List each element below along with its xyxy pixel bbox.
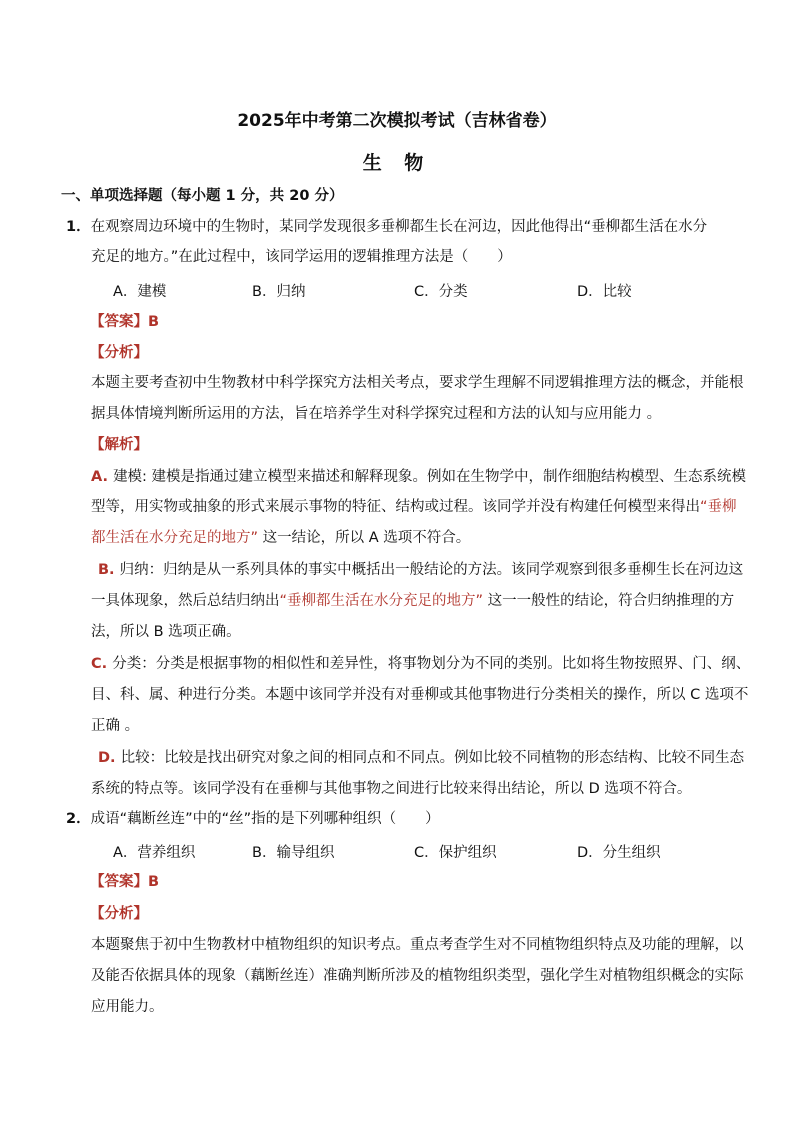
q1-explain-c-line1 — [91, 654, 751, 674]
q1-option-c: C．分类 — [414, 284, 468, 300]
subject-title: 生 物 — [362, 152, 432, 174]
q1-analysis-line2: 据具体情境判断所运用的方法，旨在培养学生对科学探究过程和方法的认知与应用能力 。 — [91, 406, 662, 422]
q1-option-d: D．比较 — [577, 284, 632, 300]
question-1-stem-line2: 充足的地方。”在此过程中，该同学运用的逻辑推理方法是（ ） — [91, 249, 512, 265]
option-a-text: 建模: 建模是指通过建立模型来描述和解释现象。例如在生物学中，制作细胞结构模型、生态系统模 — [113, 469, 747, 485]
quote-text: 都生活在水分充足的地方” — [91, 530, 259, 546]
q1-option-a: A．建模 — [113, 284, 167, 300]
option-c-text: 分类：分类是根据事物的相似性和差异性，将事物划分为不同的类别。比如将生物按照界、门、纲、 — [112, 656, 751, 672]
q2-analysis-label: 【分析】 — [90, 906, 148, 922]
option-a-text-2: 型等，用实物或抽象的形式来展示事物的特征、结构或过程。该同学并没有构建任何模型来得出 — [91, 499, 700, 515]
quote-text: “垂柳都生活在水分充足的地方” — [279, 593, 484, 609]
question-2-stem-text: 成语“藕断丝连”中的“丝”指的是下列哪种组织（ ） — [90, 811, 440, 827]
answer-value: B — [148, 314, 160, 330]
q2-option-a: A．营养组织 — [113, 845, 196, 861]
question-1-stem-line1: 在观察周边环境中的生物时，某同学发现很多垂柳都生长在河边，因此他得出“垂柳都生活在水分 — [90, 219, 708, 235]
q2-option-d: D．分生组织 — [577, 845, 661, 861]
quote-text: “垂柳 — [700, 499, 737, 515]
option-b-text: 归纳：归纳是从一系列具体的事实中概括出一般结论的方法。该同学观察到很多垂柳生长在河边这 — [119, 562, 744, 578]
q1-explain-a-line1 — [91, 467, 747, 487]
q2-answer — [90, 872, 730, 892]
q1-explain-a-line3 — [91, 528, 731, 548]
q1-explain-a-line2 — [91, 497, 737, 517]
question-number: 2． — [66, 811, 91, 827]
question-2-stem — [66, 809, 706, 829]
option-d-prefix: D. — [98, 750, 121, 766]
option-b-text-2: 一具体现象，然后总结归纳出 — [91, 593, 280, 609]
answer-value: B — [148, 874, 160, 890]
exam-title: 2025年中考第二次模拟考试（吉林省卷） — [237, 111, 557, 131]
q1-explain-b-line1 — [98, 560, 744, 580]
q1-explain-d-line1 — [98, 748, 745, 768]
q1-explain-b-line2 — [91, 591, 735, 611]
q2-analysis-line3: 应用能力。 — [91, 999, 164, 1015]
option-b-prefix: B. — [98, 562, 120, 578]
q1-explain-label: 【解析】 — [90, 437, 148, 453]
section-heading: 一、单项选择题（每小题 1 分，共 20 分） — [61, 188, 344, 204]
q1-explain-c-line2: 目、科、属、种进行分类。本题中该同学并没有对垂柳或其他事物进行分类相关的操作，所以 C 选项不 — [91, 687, 749, 703]
option-b-text-3: 这一一般性的结论，符合归纳推理的方 — [483, 593, 735, 609]
q2-analysis-line2: 及能否依据具体的现象（藕断丝连）准确判断所涉及的植物组织类型，强化学生对植物组织概念的实际 — [91, 968, 744, 984]
q2-analysis-line1: 本题聚焦于初中生物教材中植物组织的知识考点。重点考查学生对不同植物组织特点及功能的理解，以 — [91, 937, 744, 953]
q1-analysis-label: 【分析】 — [90, 345, 148, 361]
q1-answer — [90, 312, 730, 332]
q1-explain-d-line2: 系统的特点等。该同学没有在垂柳与其他事物之间进行比较来得出结论，所以 D 选项不符合。 — [91, 781, 692, 797]
option-d-text: 比较：比较是找出研究对象之间的相同点和不同点。例如比较不同植物的形态结构、比较不同生态 — [120, 750, 745, 766]
question-1-stem — [66, 217, 706, 237]
option-a-prefix: A. — [91, 469, 114, 485]
q1-option-b: B．归纳 — [252, 284, 306, 300]
q1-explain-b-line3: 法，所以 B 选项正确。 — [91, 624, 241, 640]
q2-option-c: C．保护组织 — [414, 845, 497, 861]
option-a-text-3: 这一结论，所以 A 选项不符合。 — [258, 530, 471, 546]
q1-analysis-line1: 本题主要考查初中生物教材中科学探究方法相关考点，要求学生理解不同逻辑推理方法的概念，并能根 — [91, 375, 744, 391]
answer-label: 【答案】 — [90, 314, 148, 330]
q1-explain-c-line3: 正确 。 — [91, 718, 140, 734]
question-number: 1． — [66, 219, 91, 235]
option-c-prefix: C. — [91, 656, 113, 672]
q2-option-b: B．输导组织 — [252, 845, 335, 861]
answer-label: 【答案】 — [90, 874, 148, 890]
